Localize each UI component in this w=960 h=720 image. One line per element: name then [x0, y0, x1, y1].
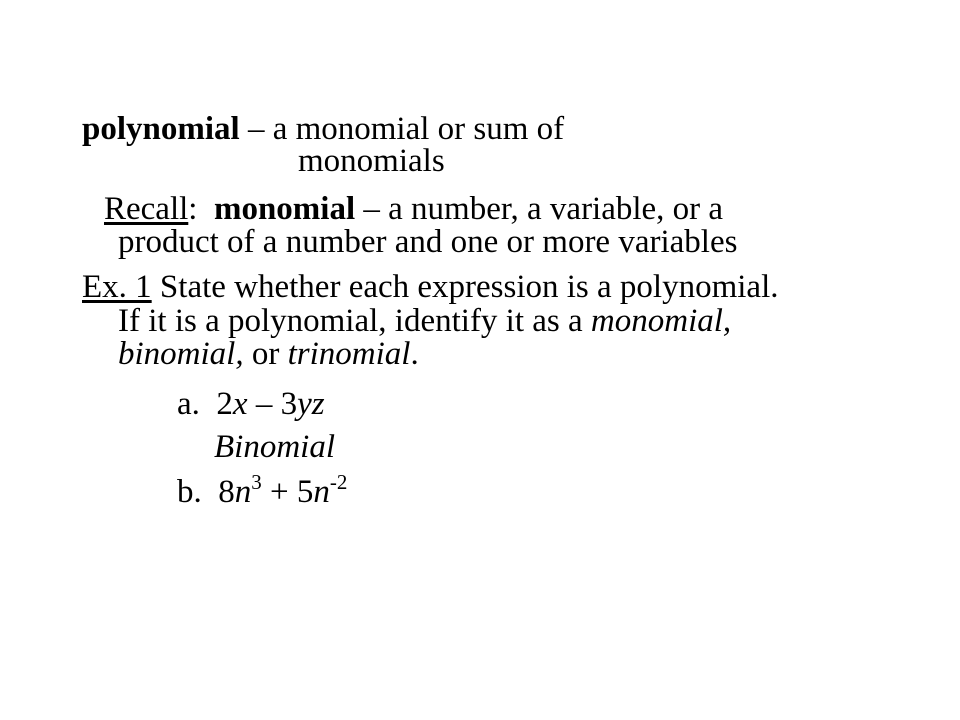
example-label: Ex. 1	[82, 269, 152, 305]
part-a-coefficient: 2	[216, 386, 233, 422]
recall-line-2	[118, 226, 737, 259]
example-line-1	[82, 271, 779, 304]
part-b-variable-2: n	[313, 474, 330, 510]
example-line3-text: or	[243, 336, 288, 372]
example-line2-italic: monomial,	[590, 303, 732, 339]
definition-text: – a monomial or sum of	[239, 111, 565, 147]
definition-term: polynomial	[82, 111, 240, 147]
example-line3-end: .	[410, 336, 419, 372]
example-line3-italic-1: binomial,	[118, 336, 244, 372]
part-a-answer: Binomial	[214, 429, 335, 465]
recall-term: monomial	[213, 191, 356, 227]
example-text: State whether each expression is a polynomial.	[151, 269, 779, 305]
part-b-variable-1: n	[234, 474, 252, 510]
definition-continuation: monomials	[298, 143, 445, 179]
part-b-expression	[177, 470, 348, 510]
recall-line-1	[104, 193, 723, 226]
part-b-exponent-1: 3	[251, 470, 262, 494]
part-a-operator: – 3	[247, 386, 298, 422]
example-line-2	[118, 305, 731, 338]
recall-continuation: product of a number and one or more variables	[118, 224, 738, 260]
example-line-3	[118, 338, 419, 371]
definition-line-2	[298, 145, 445, 178]
recall-colon: :	[188, 191, 198, 227]
part-a-label: a.	[177, 386, 200, 422]
example-line3-italic-2: trinomial	[287, 336, 411, 372]
part-b-coefficient: 8	[218, 474, 235, 510]
part-b-operator: + 5	[261, 474, 314, 510]
recall-text: – a number, a variable, or a	[355, 191, 724, 227]
example-line2-text: If it is a polynomial, identify it as a	[118, 303, 591, 339]
recall-label: Recall	[104, 191, 189, 227]
part-a-variable-1: x	[232, 386, 248, 422]
definition-line-1	[82, 113, 564, 146]
part-a-expression	[177, 388, 325, 421]
part-b-label: b.	[177, 474, 202, 510]
part-b-exponent-2: -2	[329, 470, 348, 494]
part-a-variable-2: yz	[297, 386, 325, 422]
